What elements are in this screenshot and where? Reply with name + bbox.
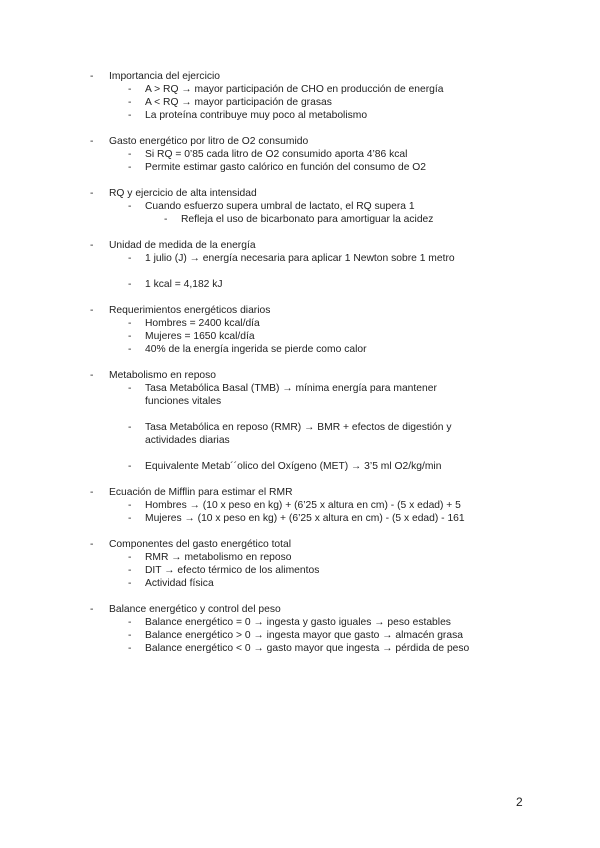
section-heading: - Unidad de medida de la energía bbox=[90, 240, 256, 251]
list-item: - A > RQ → mayor participación de CHO en producción de energía bbox=[128, 84, 444, 95]
list-item: - DIT → efecto térmico de los alimentos bbox=[128, 565, 320, 576]
list-item: - Balance energético < 0 → gasto mayor que ingesta → pérdida de peso bbox=[128, 643, 470, 654]
list-item: - RMR → metabolismo en reposo bbox=[128, 552, 292, 563]
list-item: - Si RQ = 0’85 cada litro de O2 consumido aporta 4’86 kcal bbox=[128, 149, 408, 160]
list-item: - Balance energético > 0 → ingesta mayor que gasto → almacén grasa bbox=[128, 630, 463, 641]
section-heading: - Ecuación de Mifflin para estimar el RMR bbox=[90, 487, 293, 498]
list-item-continuation: actividades diarias bbox=[145, 435, 230, 446]
list-item: - Mujeres = 1650 kcal/día bbox=[128, 331, 255, 342]
list-item: - La proteína contribuye muy poco al metabolismo bbox=[128, 110, 368, 121]
section-heading: - Importancia del ejercicio bbox=[90, 71, 221, 82]
bullet-dash: - bbox=[128, 422, 132, 433]
list-item: - Permite estimar gasto calórico en función del consumo de O2 bbox=[128, 162, 427, 173]
list-item: - 1 julio (J) → energía necesaria para aplicar 1 Newton sobre 1 metro bbox=[128, 253, 455, 264]
list-item: - Tasa Metabólica Basal (TMB) → mínima energía para mantener bbox=[128, 383, 437, 394]
sub-list-item: - Refleja el uso de bicarbonato para amortiguar la acidez bbox=[164, 214, 434, 225]
bullet-dash: - bbox=[128, 383, 132, 394]
bullet-dash: - bbox=[128, 513, 132, 524]
bullet-dash: - bbox=[90, 305, 94, 316]
list-item: - A < RQ → mayor participación de grasas bbox=[128, 97, 332, 108]
bullet-dash: - bbox=[90, 487, 94, 498]
bullet-dash: - bbox=[128, 84, 132, 95]
list-item: - Tasa Metabólica en reposo (RMR) → BMR + efectos de digestión y bbox=[128, 422, 452, 433]
bullet-dash: - bbox=[128, 110, 132, 121]
bullet-dash: - bbox=[128, 149, 132, 160]
list-item: - Balance energético = 0 → ingesta y gasto iguales → peso estables bbox=[128, 617, 451, 628]
bullet-dash: - bbox=[128, 552, 132, 563]
bullet-dash: - bbox=[128, 318, 132, 329]
bullet-dash: - bbox=[90, 370, 94, 381]
bullet-dash: - bbox=[90, 71, 94, 82]
section-heading: - Componentes del gasto energético total bbox=[90, 539, 292, 550]
list-item: - Equivalente Metab´´olico del Oxígeno (MET) → 3’5 ml O2/kg/min bbox=[128, 461, 442, 472]
bullet-dash: - bbox=[128, 344, 132, 355]
section-heading: - Balance energético y control del peso bbox=[90, 604, 281, 615]
list-item: - Hombres = 2400 kcal/día bbox=[128, 318, 260, 329]
bullet-dash: - bbox=[128, 279, 132, 290]
list-item: - Cuando esfuerzo supera umbral de lactato, el RQ supera 1 bbox=[128, 201, 415, 212]
section-heading: - Requerimientos energéticos diarios bbox=[90, 305, 271, 316]
list-item: - Mujeres → (10 x peso en kg) + (6’25 x altura en cm) - (5 x edad) - 161 bbox=[128, 513, 465, 524]
bullet-dash: - bbox=[128, 578, 132, 589]
section-heading: - Gasto energético por litro de O2 consumido bbox=[90, 136, 309, 147]
list-item: - 40% de la energía ingerida se pierde como calor bbox=[128, 344, 367, 355]
bullet-dash: - bbox=[128, 253, 132, 264]
page-number: 2 bbox=[516, 795, 523, 809]
bullet-dash: - bbox=[90, 604, 94, 615]
bullet-dash: - bbox=[128, 201, 132, 212]
bullet-dash: - bbox=[128, 162, 132, 173]
bullet-dash: - bbox=[128, 500, 132, 511]
section-heading: - RQ y ejercicio de alta intensidad bbox=[90, 188, 257, 199]
bullet-dash: - bbox=[128, 461, 132, 472]
list-item-continuation: funciones vitales bbox=[145, 396, 222, 407]
section-heading: - Metabolismo en reposo bbox=[90, 370, 217, 381]
bullet-dash: - bbox=[128, 331, 132, 342]
bullet-dash: - bbox=[90, 240, 94, 251]
bullet-dash: - bbox=[90, 188, 94, 199]
bullet-dash: - bbox=[128, 617, 132, 628]
list-item: - Actividad física bbox=[128, 578, 214, 589]
list-item: - 1 kcal = 4,182 kJ bbox=[128, 279, 223, 290]
bullet-dash: - bbox=[90, 136, 94, 147]
bullet-dash: - bbox=[128, 97, 132, 108]
bullet-dash: - bbox=[128, 565, 132, 576]
bullet-dash: - bbox=[90, 539, 94, 550]
bullet-dash: - bbox=[128, 643, 132, 654]
document-body bbox=[0, 70, 600, 655]
bullet-dash: - bbox=[164, 214, 168, 225]
bullet-dash: - bbox=[128, 630, 132, 641]
list-item: - Hombres → (10 x peso en kg) + (6’25 x altura en cm) - (5 x edad) + 5 bbox=[128, 500, 461, 511]
